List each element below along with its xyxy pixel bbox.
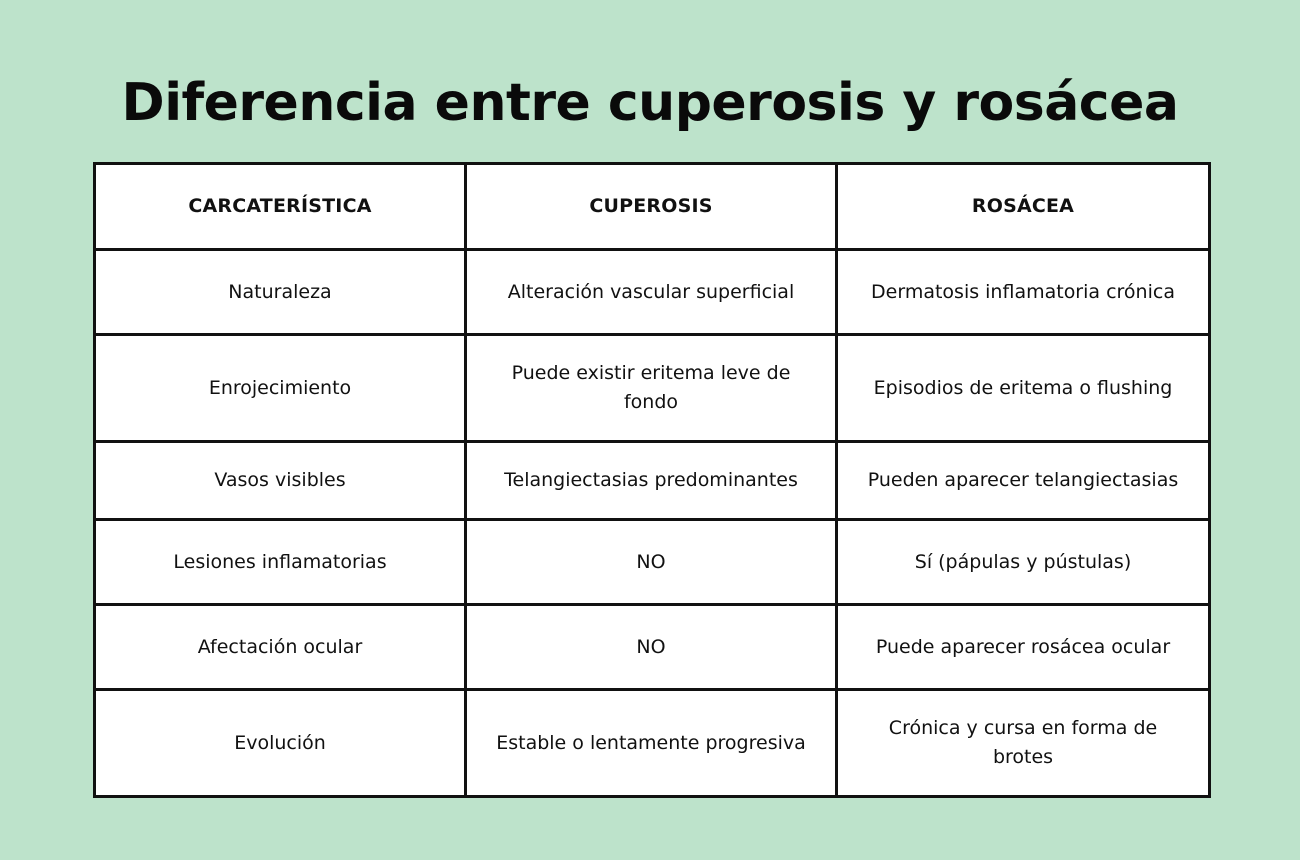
comparison-table bbox=[93, 162, 1211, 798]
cell-rosacea: Pueden aparecer telangiectasias bbox=[837, 442, 1210, 520]
cell-cuperosis: Puede existir eritema leve de fondo bbox=[466, 335, 837, 442]
cell-feature: Evolución bbox=[95, 690, 466, 797]
table-row bbox=[95, 250, 1210, 335]
cell-feature: Afectación ocular bbox=[95, 605, 466, 690]
cell-cuperosis: Estable o lentamente progresiva bbox=[466, 690, 837, 797]
table-row bbox=[95, 442, 1210, 520]
cell-cuperosis: Telangiectasias predominantes bbox=[466, 442, 837, 520]
header-rosacea: ROSÁCEA bbox=[837, 164, 1210, 250]
header-caracteristica: CARCATERÍSTICA bbox=[95, 164, 466, 250]
cell-feature: Lesiones inflamatorias bbox=[95, 520, 466, 605]
cell-cuperosis: Alteración vascular superficial bbox=[466, 250, 837, 335]
cell-rosacea: Episodios de eritema o flushing bbox=[837, 335, 1210, 442]
cell-rosacea: Dermatosis inflamatoria crónica bbox=[837, 250, 1210, 335]
cell-feature: Enrojecimiento bbox=[95, 335, 466, 442]
table-row bbox=[95, 690, 1210, 797]
cell-feature: Vasos visibles bbox=[95, 442, 466, 520]
table-row bbox=[95, 520, 1210, 605]
cell-feature: Naturaleza bbox=[95, 250, 466, 335]
cell-rosacea: Crónica y cursa en forma de brotes bbox=[837, 690, 1210, 797]
table-row bbox=[95, 605, 1210, 690]
cell-rosacea: Puede aparecer rosácea ocular bbox=[837, 605, 1210, 690]
table-row bbox=[95, 335, 1210, 442]
table-header-row bbox=[95, 164, 1210, 250]
header-cuperosis: CUPEROSIS bbox=[466, 164, 837, 250]
page-title: Diferencia entre cuperosis y rosácea bbox=[121, 73, 1179, 133]
cell-cuperosis: NO bbox=[466, 520, 837, 605]
cell-rosacea: Sí (pápulas y pústulas) bbox=[837, 520, 1210, 605]
cell-cuperosis: NO bbox=[466, 605, 837, 690]
